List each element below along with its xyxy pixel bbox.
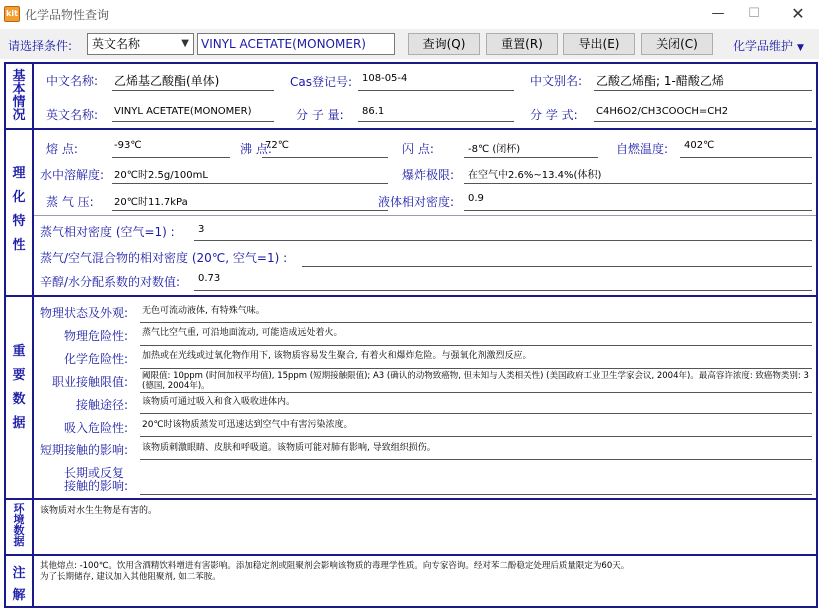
notes-line-1: 其他熔点: -100℃。饮用含酒精饮料增进有害影响。添加稳定剂或阻聚剂会影响该物质的毒理学性质。向专家咨询。经对苯二酚稳定处理后质量限定为60天。	[40, 561, 630, 571]
partition-label: 辛醇/水分配系数的对数值:	[40, 275, 181, 289]
flash-value: -8℃ (闭杯)	[468, 144, 521, 155]
maintain-menu[interactable]	[733, 37, 804, 54]
formula-value: C4H6O2/CH3COOCH=CH2	[596, 106, 729, 117]
route-label: 接触途径:	[76, 398, 129, 412]
appearance-value: 无色可流动液体, 有特殊气味。	[142, 306, 265, 316]
divider-environment	[4, 554, 818, 556]
explosive-label: 爆炸极限:	[402, 168, 455, 182]
toolbar	[0, 29, 819, 59]
close-window-button[interactable]: ✕	[791, 4, 805, 23]
section-basic-label: 基本情况	[12, 69, 26, 123]
minimize-button[interactable]: —	[711, 6, 725, 21]
vapor-underline	[112, 210, 388, 211]
boiling-value: 72℃	[265, 140, 289, 151]
exposure-underline	[140, 392, 812, 393]
solubility-value: 20℃时2.5g/100mL	[114, 170, 208, 181]
mw-underline	[358, 121, 514, 122]
flash-label: 闪 点:	[402, 142, 434, 156]
cas-underline	[358, 90, 514, 91]
explosive-underline	[464, 183, 812, 184]
vapor-density-underline	[194, 240, 812, 241]
explosive-value: 在空气中2.6%~13.4%(体积)	[468, 170, 602, 181]
flash-underline	[464, 157, 598, 158]
cas-label: Cas登记号:	[290, 75, 353, 89]
partition-underline	[194, 290, 812, 291]
cn-name-value: 乙烯基乙酸酯(单体)	[114, 74, 220, 88]
chem-hazard-value: 加热或在光线或过氧化物作用下, 该物质容易发生聚合, 有着火和爆炸危险。与强氧化剂激烈反应。	[142, 351, 532, 361]
maximize-button[interactable]: ☐	[748, 6, 760, 21]
route-value: 该物质可通过吸入和食入吸收进体内。	[142, 397, 296, 407]
exposure-value: 阈限值: 10ppm (时间加权平均值), 15ppm (短期接触限值); A3 (确认的动物致癌物, 但未知与人类相关性) (美国政府工业卫生学家会议, 2004年)。最高容许浓度: 致癌物类别: 3 (德国, 2004年)。	[142, 371, 809, 391]
appearance-label: 物理状态及外观:	[40, 306, 129, 320]
physchem-subdivider	[34, 215, 816, 216]
liquid-density-underline	[464, 210, 812, 211]
divider-physchem	[4, 295, 818, 297]
autoign-label: 自燃温度:	[616, 142, 669, 156]
chem-hazard-label: 化学危险性:	[64, 352, 129, 366]
inhalation-value: 20℃时该物质蒸发可迅速达到空气中有害污染浓度。	[142, 420, 353, 430]
liquid-density-label: 液体相对密度:	[378, 195, 455, 209]
phys-hazard-underline	[140, 345, 812, 346]
formula-underline	[594, 121, 812, 122]
route-underline	[140, 413, 812, 414]
section-physchem-label: 理化特性	[12, 166, 26, 253]
mix-density-underline	[302, 266, 812, 267]
short-term-underline	[140, 459, 812, 460]
inhalation-label: 吸入危险性:	[64, 421, 129, 435]
cn-name-label: 中文名称:	[46, 74, 99, 88]
en-name-value: VINYL ACETATE(MONOMER)	[114, 106, 252, 117]
en-name-underline	[112, 121, 274, 122]
divider-important	[4, 498, 818, 500]
reset-button[interactable]: 重置(R)	[486, 33, 558, 55]
query-button[interactable]: 查询(Q)	[408, 33, 480, 55]
cn-alias-underline	[594, 90, 812, 91]
environment-value: 该物质对水生生物是有害的。	[40, 506, 158, 516]
liquid-density-value: 0.9	[468, 193, 484, 204]
inhalation-underline	[140, 436, 812, 437]
melting-value: -93℃	[114, 140, 142, 151]
short-term-value: 该物质刺激眼睛、皮肤和呼吸道。该物质可能对肺有影响, 导致组织损伤。	[142, 443, 436, 453]
vapor-density-value: 3	[198, 224, 205, 235]
title-bar	[0, 0, 819, 29]
phys-hazard-value: 蒸气比空气重, 可沿地面流动, 可能造成远处着火。	[142, 328, 343, 338]
appearance-underline	[140, 322, 812, 323]
app-icon: kit	[4, 6, 20, 22]
solubility-label: 水中溶解度:	[40, 168, 105, 182]
cas-value: 108-05-4	[362, 73, 408, 84]
condition-select-value: 英文名称	[92, 37, 141, 51]
phys-hazard-label: 物理危险性:	[64, 329, 129, 343]
maintain-menu-label: 化学品维护	[733, 39, 794, 53]
mix-density-label: 蒸气/空气混合物的相对密度 (20℃, 空气=1) :	[40, 251, 288, 265]
cn-alias-label: 中文别名:	[530, 74, 583, 88]
boiling-underline	[262, 157, 388, 158]
caret-down-icon: ▼	[797, 43, 804, 53]
chem-hazard-underline	[140, 368, 812, 369]
condition-select[interactable]	[87, 33, 194, 55]
export-button[interactable]: 导出(E)	[563, 33, 635, 55]
section-notes-label: 注解	[12, 566, 26, 603]
condition-label: 请选择条件:	[8, 39, 73, 53]
melting-label: 熔 点:	[46, 142, 78, 156]
vapor-value: 20℃时11.7kPa	[114, 197, 188, 208]
melting-underline	[112, 157, 230, 158]
long-term-label-1: 长期或反复	[64, 466, 125, 480]
solubility-underline	[112, 183, 388, 184]
en-name-label: 英文名称:	[46, 108, 99, 122]
vapor-label: 蒸 气 压:	[46, 195, 94, 209]
long-term-underline	[140, 494, 812, 495]
cn-alias-value: 乙酸乙烯酯; 1-醋酸乙烯	[596, 74, 724, 88]
partition-value: 0.73	[198, 273, 221, 284]
section-column-divider	[32, 62, 34, 608]
vapor-density-label: 蒸气相对密度 (空气=1) :	[40, 225, 175, 239]
section-environment-label: 环境数据	[13, 502, 25, 548]
divider-basic	[4, 128, 818, 130]
formula-label: 分 学 式:	[530, 108, 578, 122]
mw-value: 86.1	[362, 106, 385, 117]
short-term-label: 短期接触的影响:	[40, 443, 129, 457]
mw-label: 分 子 量:	[296, 108, 344, 122]
exposure-label: 职业接触限值:	[52, 375, 129, 389]
notes-line-2: 为了长期储存, 建议加入其他阻聚剂, 如二苯胺。	[40, 572, 221, 582]
chevron-down-icon: ▼	[181, 38, 189, 49]
autoign-underline	[680, 157, 812, 158]
autoign-value: 402℃	[684, 140, 715, 151]
search-input[interactable]: VINYL ACETATE(MONOMER)	[197, 33, 395, 55]
close-button[interactable]: 关闭(C)	[641, 33, 713, 55]
long-term-label-2: 接触的影响:	[64, 479, 129, 493]
section-important-label: 重要数据	[12, 344, 26, 431]
window-title: 化学品物性查询	[25, 8, 110, 22]
cn-name-underline	[112, 90, 274, 91]
boiling-label: 沸 点:	[240, 142, 272, 156]
